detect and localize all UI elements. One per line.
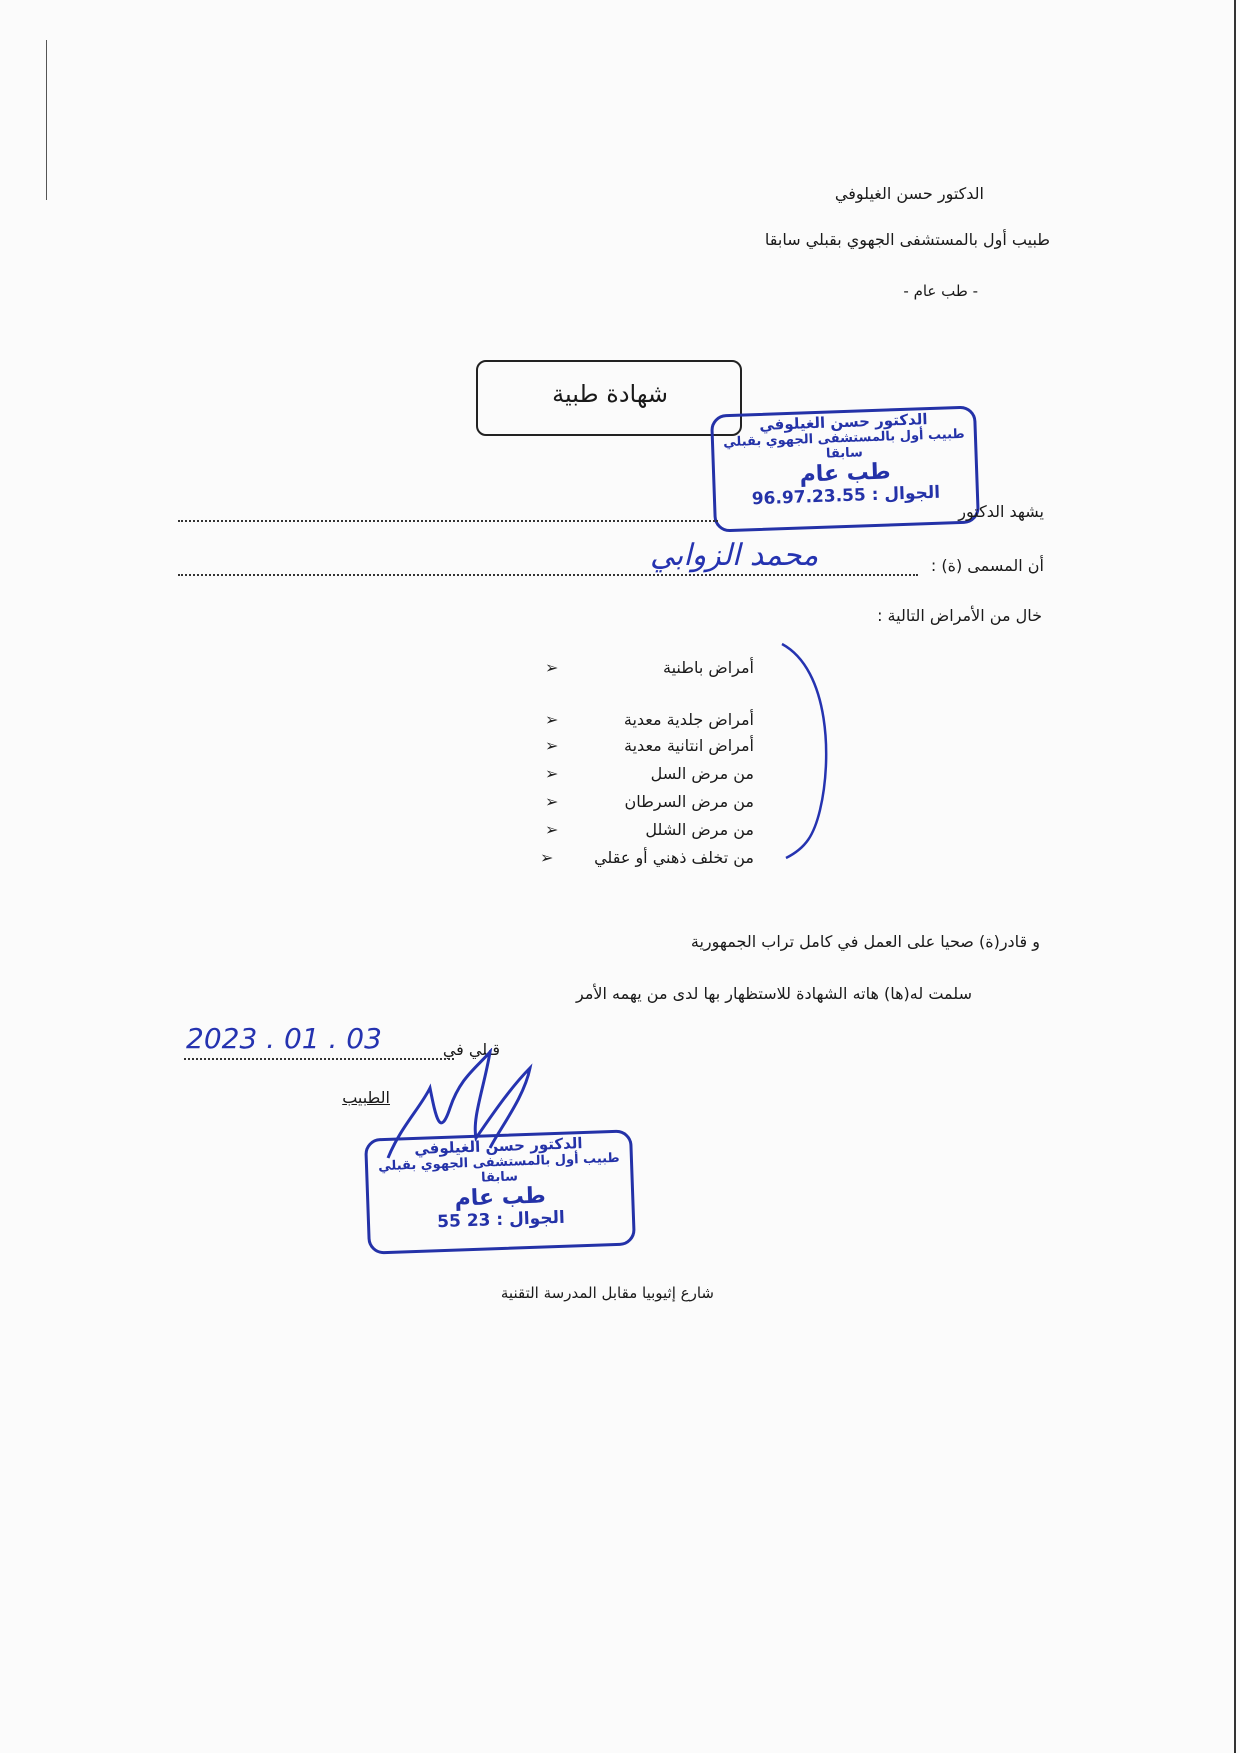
margin-line — [1234, 0, 1236, 1753]
doctor-label: الطبيب — [342, 1088, 390, 1107]
arrow-icon: ➢ — [545, 820, 559, 839]
doctor-stamp-top — [710, 405, 980, 532]
disease-item: أمراض جلدية معدية — [623, 710, 754, 729]
handwritten-bracket — [770, 640, 840, 860]
arrow-icon: ➢ — [545, 658, 559, 677]
stamp-line-position: طبيب أول بالمستشفى الجهوي بقبلي سابقا — [378, 1150, 620, 1186]
former-position: طبيب أول بالمستشفى الجهوي بقبلي سابقا — [764, 230, 1050, 249]
stamp-line-name: الدكتور حسن الغيلوفي — [758, 410, 928, 434]
disease-item: من مرض السل — [650, 764, 754, 783]
named-value: محمد الزوابي — [650, 538, 819, 573]
doctor-name: الدكتور حسن الغيلوفي — [834, 184, 984, 203]
arrow-icon: ➢ — [540, 848, 554, 867]
disease-item: أمراض باطنية — [662, 658, 754, 677]
certify-label: يشهد الدكتور — [958, 502, 1044, 521]
stamp-line-specialty: طب عام — [799, 459, 892, 488]
arrow-icon: ➢ — [545, 710, 559, 729]
disease-item: أمراض انتانية معدية — [624, 736, 754, 755]
title-box — [476, 360, 742, 436]
arrow-icon: ➢ — [545, 764, 559, 783]
stamp-line-phone: الجوال : 96.97.23.55 — [751, 482, 941, 510]
address: شارع إثيوبيا مقابل المدرسة التقنية — [500, 1284, 714, 1302]
margin-line — [46, 40, 47, 200]
stamp-line-name: الدكتور حسن الغيلوفي — [414, 1134, 583, 1158]
place-label: قبلي في — [442, 1040, 500, 1059]
disease-item: من مرض السرطان — [624, 792, 754, 811]
stamp-line-specialty: طب عام — [454, 1183, 547, 1212]
fit-statement: و قادر(ة) صحيا على العمل في كامل تراب الجمهورية — [690, 932, 1040, 951]
doctor-stamp-bottom — [364, 1129, 636, 1254]
arrow-icon: ➢ — [545, 792, 559, 811]
stamp-line-phone: الجوال : 23 55 — [436, 1207, 566, 1233]
free-from-label: خال من الأمراض التالية : — [877, 606, 1042, 625]
stamp-line-position: طبيب أول بالمستشفى الجهوي بقبلي سابقا — [722, 426, 965, 462]
named-label: أن المسمى (ة) : — [930, 556, 1044, 575]
arrow-icon: ➢ — [545, 736, 559, 755]
named-dots — [178, 574, 918, 576]
disease-item: من مرض الشلل — [645, 820, 754, 839]
disease-item: من تخلف ذهني أو عقلي — [594, 848, 754, 867]
date-value: 2023 . 01 . 03 — [186, 1022, 382, 1055]
document-title: شهادة طبية — [552, 380, 668, 408]
certify-dots — [178, 520, 718, 522]
delivery-statement: سلمت له(ها) هاته الشهادة للاستظهار بها لدى من يهمه الأمر — [575, 984, 972, 1003]
specialty: - طب عام - — [903, 282, 978, 300]
